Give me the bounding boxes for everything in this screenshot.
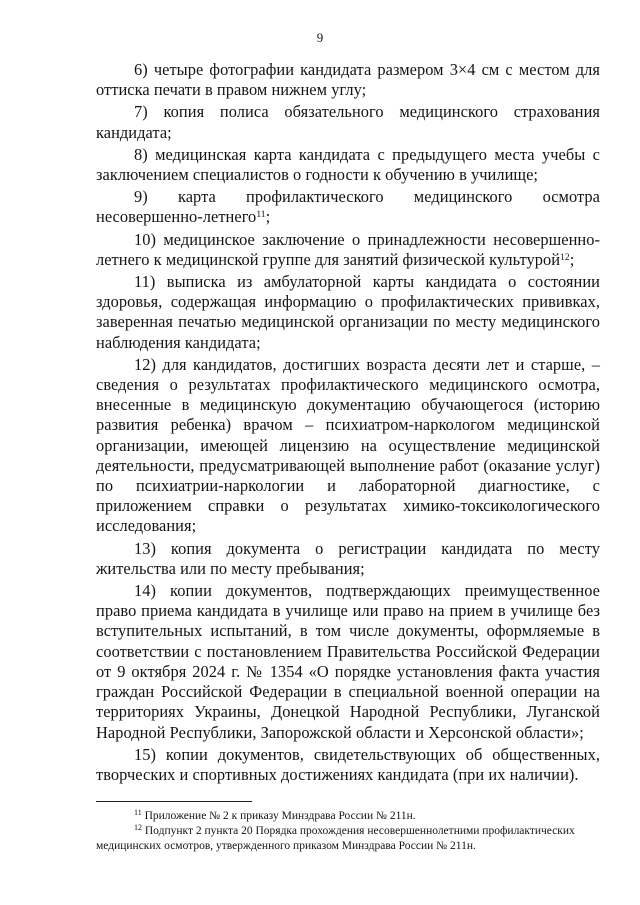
item-text: 9) карта профилактического медицинского осмотра несовершенно-летнего — [96, 187, 600, 227]
list-item — [96, 272, 600, 353]
list-item — [96, 187, 600, 227]
footnotes — [96, 809, 600, 854]
list-item — [96, 145, 600, 185]
page-number: 9 — [316, 30, 324, 45]
footnote-text: Подпункт 2 пункта 20 Порядка прохождения несовершеннолетними профилактических медицинских осмотров, утвержденного приказом Минздрава России № 211н. — [96, 825, 575, 852]
footnote-reference: 11 — [256, 210, 266, 221]
list-item — [96, 230, 600, 270]
list-item — [96, 745, 600, 785]
footnote-divider — [96, 801, 252, 802]
item-text: 13) копия документа о регистрации кандидата по месту жительства или по месту пребывания; — [96, 538, 600, 578]
list-item — [96, 539, 600, 579]
footnote-reference: 12 — [560, 252, 570, 263]
item-text: 10) медицинское заключение о принадлежности несовершенно-летнего к медицинской группе для занятий физической культурой — [96, 229, 600, 269]
footnote-text: Приложение № 2 к приказу Минздрава России № 211н. — [141, 810, 416, 822]
list-item — [96, 60, 600, 100]
footnote — [96, 809, 600, 824]
item-text: 7) копия полиса обязательного медицинского страхования кандидата; — [96, 102, 600, 142]
footnote-mark: 11 — [134, 808, 142, 817]
list-item — [96, 581, 600, 743]
item-text: 6) четыре фотографии кандидата размером 3×4 см с местом для оттиска печати в правом нижнем углу; — [96, 60, 600, 100]
item-text: 8) медицинская карта кандидата с предыдущего места учебы с заключением специалистов о годности к обучению в училище; — [96, 144, 600, 185]
document-body — [96, 60, 600, 787]
item-text: 12) для кандидатов, достигших возраста десяти лет и старше, – сведения о результатах профилактического медицинского осмотра, внесенные в медицинскую документацию обучающегося (историю развития ребенка) врачом – психиатром-наркологом медицинской организации, имеющей лицензию на осуществление медицинской деятельности, предусматривающей выполнение работ (оказание услуг) по психиатрии-наркологии и лабораторной диагностике, с приложением справки о результатах химико-токсикологического исследования; — [96, 354, 600, 536]
footnote — [96, 824, 600, 854]
list-item — [96, 102, 600, 142]
item-punctuation: ; — [569, 249, 575, 269]
item-text: 11) выписка из амбулаторной карты кандидата о состоянии здоровья, содержащая информацию о профилактических прививках, заверенная печатью медицинской организации по месту медицинского наблюдения кандидата; — [96, 272, 600, 352]
list-item — [96, 355, 600, 537]
item-text: 14) копии документов, подтверждающих преимущественное право приема кандидата в училище или право на прием в училище без вступительных испытаний, в том числе документы, оформляемые в соответствии с постановлением Правительства Российской Федерации от 9 октября 2024 г. № 1354 «О порядке установления факта участия граждан Российской Федерации в специальной военной операции на территориях Украины, Донецкой Народной Республики, Луганской Народной Республики, Запорожской области и Херсонской области»; — [96, 581, 600, 742]
footnote-mark: 12 — [134, 823, 142, 832]
item-text: 15) копии документов, свидетельствующих об общественных, творческих и спортивных достижениях кандидата (при их наличии). — [96, 744, 600, 784]
item-punctuation: ; — [265, 207, 271, 227]
